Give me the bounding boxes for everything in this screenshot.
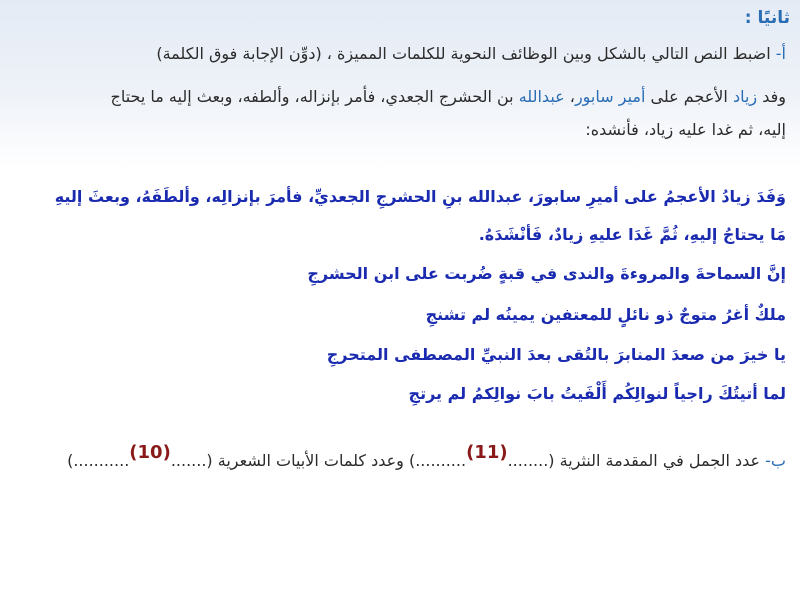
part-a-instruction [12, 44, 786, 63]
answer-verse-3: يا خيرَ من صعدَ المنابرَ بالتُقى بعدَ النبيِّ المصطفى المتحرجِ [326, 345, 786, 364]
dots: ........... [73, 451, 130, 470]
sentence-count-answer: (11) [466, 442, 508, 463]
answer-prose-line-1: وَفَدَ زيادُ الأعجمُ على أميرِ سابورَ، عبدالله بنِ الحشرجِ الجعديِّ، فأمرَ بإنزالِه، وألطَفَهُ، وبعثَ إليهِ [54, 187, 786, 206]
source-text-line-2: إليه، ثم غدا عليه زياد، فأنشده: [585, 120, 786, 139]
instruction-panel [0, 0, 800, 168]
highlighted-word-abdullah: عبدالله [518, 87, 565, 106]
part-b-text: عدد الجمل في المقدمة النثرية ( [548, 451, 766, 470]
source-text-segment: وفد [757, 87, 786, 106]
part-b-text: ) وعدد كلمات الأبيات الشعرية ( [206, 451, 416, 470]
highlighted-word-amir-sabur: أمير سابور [574, 87, 646, 106]
part-b-text: ) [67, 451, 74, 470]
part-a-instruction-text: اضبط النص التالي بالشكل وبين الوظائف النحوية للكلمات المميزة ، (دوِّن الإجابة فوق الكلمة) [156, 44, 771, 63]
highlighted-word-ziyad: زياد [732, 87, 758, 106]
answer-verse-4: لما أتيتُكَ راجياً لنوالِكُم أَلْفَيتُ بابَ نوالِكمُ لم يرتجِ [408, 384, 786, 403]
answer-verse-2: ملكٌ أغرُ متوجٌ ذو نائلٍ للمعتفين يمينُه لم تشنجِ [425, 305, 786, 324]
part-a-letter: أ- [775, 44, 786, 63]
dots: ....... [170, 451, 207, 470]
word-count-answer: (10) [129, 442, 171, 463]
dots: ........ [507, 451, 549, 470]
source-text-segment: الأعجم على [645, 87, 733, 106]
section-heading: ثانيًا : [744, 8, 790, 28]
source-text-segment: بن الحشرج الجعدي، فأمر بإنزاله، وألطفه، وبعث إليه ما يحتاج [110, 87, 519, 106]
part-b-letter: ب- [765, 451, 786, 470]
answer-prose-line-2: مَا يحتاجُ إليهِ، ثُمَّ غَدَا عليهِ زيادٌ، فَأنْشَدَهُ. [478, 225, 786, 244]
answer-verse-1: إنَّ السماحةَ والمروءةَ والندى في قبةٍ ضُربت على ابن الحشرجِ [307, 264, 786, 283]
source-text-segment: ، [564, 87, 575, 106]
source-text-line-1 [12, 87, 786, 106]
dots: .......... [415, 451, 467, 470]
part-b-question [67, 442, 786, 471]
